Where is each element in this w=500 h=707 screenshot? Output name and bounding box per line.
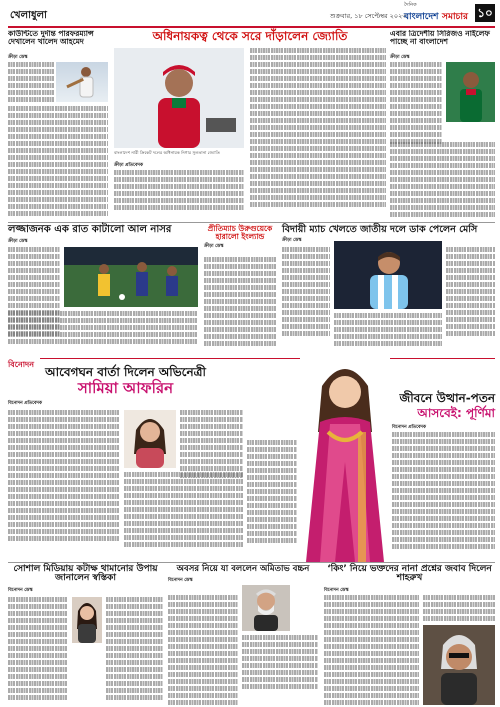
headline: কাউন্টিতে দুর্দান্ত পারফরম্যান্স দেখালেন খালেদ আহমেদ	[8, 30, 94, 46]
byline: ক্রীড়া ডেস্ক	[204, 243, 224, 249]
headline-a: আবেগঘন বার্তা দিলেন অভিনেত্রী	[45, 365, 206, 379]
byline: ক্রীড়া ডেস্ক	[390, 55, 410, 60]
story-tri-series	[390, 30, 495, 220]
entertainment-label	[8, 352, 495, 369]
messi-photo	[334, 241, 442, 309]
story-jyoti	[114, 30, 386, 220]
section-rule	[40, 358, 495, 359]
story-body-2	[8, 106, 108, 218]
issue-date: শুক্রবার, ১৮ সেপ্টেম্বর ২০২৩	[330, 12, 407, 20]
byline: ক্রীড়া প্রতিবেদক	[114, 163, 143, 168]
byline: বিনোদন ডেস্ক	[168, 577, 193, 583]
divider	[8, 222, 495, 223]
story-al-nassr	[8, 225, 198, 350]
byline: বিনোদন ডেস্ক	[324, 587, 349, 593]
headline: বিদায়ী ম্যাচ খেলতে জাতীয় দলে ডাক পেলেন মেসি	[282, 224, 478, 235]
argentina-player-icon	[334, 241, 442, 309]
story-messi	[282, 225, 495, 350]
story-body-2	[242, 635, 318, 691]
player-portrait-icon	[114, 48, 244, 148]
headline: এবার ত্রিদেশীয় সিরিজও নাইলেফ পাচ্ছে না বাংলাদেশ	[390, 30, 490, 46]
story-body	[204, 257, 276, 348]
story-body	[8, 410, 120, 543]
header-rule	[8, 26, 495, 28]
brand-small: দৈনিক	[404, 2, 417, 8]
byline: ক্রীড়া ডেস্ক	[8, 55, 28, 60]
headline: ‘কিং’ নিয়ে ভক্তদের নানা প্রশ্নের জবাব দিলেন শাহরুখ	[327, 564, 492, 584]
purnima-body-left	[247, 440, 297, 545]
swastika-photo	[72, 597, 102, 643]
headline: লজ্জাজনক এক রাত কাটালো আল নাসর	[8, 224, 172, 235]
story-body-2	[180, 410, 243, 480]
cricketer-figure-icon	[56, 62, 108, 102]
story-body	[168, 595, 238, 707]
story-swastika	[8, 565, 163, 705]
story-samia	[8, 366, 243, 558]
purnima-byline: বিনোদন প্রতিবেদক	[392, 425, 427, 430]
story-body	[390, 62, 442, 146]
samia-photo	[124, 410, 176, 468]
purnima-photo	[300, 352, 390, 562]
divider-2	[8, 562, 495, 563]
purnima-headline-block	[336, 392, 495, 419]
story-body-2	[446, 247, 495, 338]
story-body-3	[334, 313, 442, 348]
story-body	[282, 247, 330, 338]
byline: ক্রীড়া ডেস্ক	[282, 237, 302, 243]
bd-player-photo	[446, 62, 495, 122]
headline-b: আসবেই: পূর্ণিমা	[417, 405, 495, 420]
jyoti-photo	[114, 48, 244, 148]
story-body-3	[124, 472, 243, 549]
byline: বিনোদন প্রতিবেদক	[8, 401, 43, 407]
brand-b: সমাচার	[442, 12, 468, 22]
headline: প্রীতিম্যাচ উরুগুয়েকে হারালো ইংল্যান্ড	[207, 224, 273, 241]
section-title: খেলাধুলা	[10, 10, 47, 21]
story-body-2	[423, 595, 495, 623]
page-number: ১০	[475, 4, 495, 22]
story-england	[204, 225, 276, 350]
headline: সোশাল মিডিয়ায় কটাক্ষ থামানোর উপায় জানালেন স্বস্তিকা	[13, 564, 158, 584]
amitabh-photo	[242, 585, 290, 631]
brand-a: বাংলাদেশ	[404, 12, 439, 22]
actress-portrait-icon	[124, 410, 176, 468]
story-amitabh	[168, 565, 318, 705]
story-body	[8, 597, 68, 702]
story-body-2	[8, 311, 198, 346]
byline: ক্রীড়া ডেস্ক	[8, 238, 28, 244]
shahrukh-photo	[423, 625, 495, 705]
purnima-body	[392, 432, 495, 551]
headline-a: জীবনে উত্থান-পতন	[399, 391, 495, 405]
story-body-2	[106, 597, 163, 702]
cricketer-portrait-icon	[446, 62, 495, 122]
story-body-2	[390, 142, 495, 219]
actor-portrait-icon	[242, 585, 290, 631]
headline: অবসর নিয়ে যা বললেন অমিতাভ বচ্চন	[176, 564, 310, 574]
actor-portrait-icon	[423, 625, 495, 705]
byline: বিনোদন ডেস্ক	[8, 587, 33, 593]
page-header	[0, 0, 500, 28]
actress-portrait-icon	[72, 597, 102, 643]
actress-saree-icon	[300, 352, 390, 562]
section-title: বিনোদন	[8, 360, 38, 369]
story-body	[324, 595, 419, 707]
photo-caption: বাংলাদেশ নারী ক্রিকেট দলের অধিনায়ক নিগার সুলতানা জ্যোতি	[114, 150, 220, 155]
football-photo	[64, 247, 198, 307]
masthead-logo	[402, 2, 474, 24]
story-body-right	[250, 48, 386, 209]
story-shahrukh	[324, 565, 495, 705]
football-match-icon	[64, 247, 198, 307]
story-khaled	[8, 30, 108, 220]
headline-b: সামিয়া আফরিন	[77, 378, 174, 397]
khaled-photo	[56, 62, 108, 102]
headline: অধিনায়কত্ব থেকে সরে দাঁড়ালেন জ্যোতি	[152, 29, 348, 43]
story-body	[114, 170, 244, 212]
story-body	[8, 62, 54, 104]
